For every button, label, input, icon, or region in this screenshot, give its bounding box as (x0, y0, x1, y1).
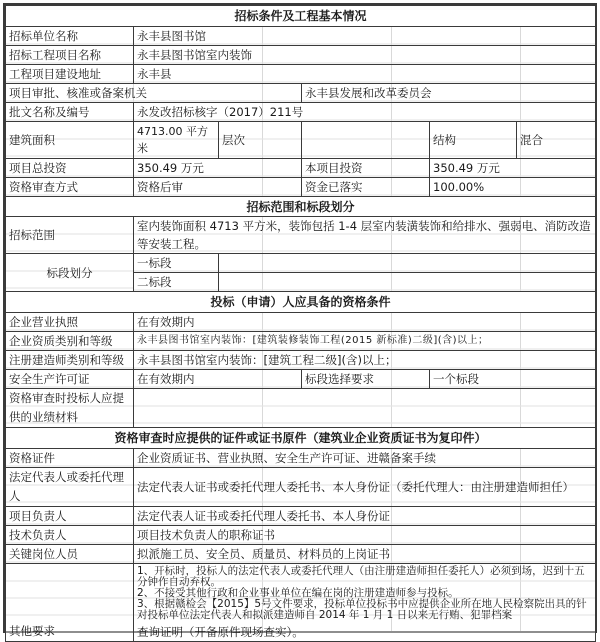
value-cert[interactable]: 企业资质证书、营业执照、安全生产许可证、进赣备案手续 (134, 449, 596, 468)
row-approval-org (6, 84, 596, 103)
row-safety (6, 370, 596, 389)
label-lots: 标段划分 (6, 254, 134, 292)
label-project-name: 招标工程项目名称 (6, 46, 134, 65)
row-builder (6, 351, 596, 370)
value-review[interactable]: 资格后审 (134, 178, 302, 197)
value-approval-doc[interactable]: 永发改招标核字（2017）211号 (134, 103, 596, 122)
label-floors: 层次 (219, 122, 302, 159)
spreadsheet (3, 3, 597, 639)
tender-info-table (5, 5, 596, 642)
section-title-qualification: 投标（申请）人应具备的资格条件 (6, 292, 596, 313)
other-line-2: 2、不接受其他行政和企业事业单位在编在岗的注册建造师参与投标。 (137, 587, 459, 599)
label-funds: 资金已落实 (302, 178, 430, 197)
row-project-name (6, 46, 596, 65)
row-grade (6, 332, 596, 351)
section-header-row (6, 292, 596, 313)
value-legal[interactable]: 法定代表人证书或委托代理人委托书、本人身份证（委托代理人：由注册建造师担任） (134, 468, 596, 507)
row-other (6, 564, 596, 642)
section-header-row (6, 197, 596, 217)
label-review: 资格审查方式 (6, 178, 134, 197)
label-grade: 企业资质类别和等级 (6, 332, 134, 351)
value-safety[interactable]: 在有效期内 (134, 370, 302, 389)
row-tenderer (6, 27, 596, 46)
label-structure: 结构 (430, 122, 517, 159)
lot-detail[interactable] (219, 254, 596, 273)
label-cert: 资格证件 (6, 449, 134, 468)
section-title-documents: 资格审查时应提供的证件或证书原件（建筑业企业资质证书为复印件） (6, 428, 596, 449)
value-this-invest[interactable]: 350.49 万元 (430, 159, 596, 178)
row-investment (6, 159, 596, 178)
label-tech: 技术负责人 (6, 526, 134, 545)
lot-item[interactable]: 一标段 (134, 254, 219, 273)
lot-item[interactable]: 二标段 (134, 273, 219, 292)
value-structure[interactable]: 混合 (517, 122, 596, 159)
row-license (6, 313, 596, 332)
label-lot-choice: 标段选择要求 (302, 370, 430, 389)
row-lot-1 (6, 254, 596, 273)
label-key: 关键岗位人员 (6, 545, 134, 564)
row-cert (6, 449, 596, 468)
row-performance (6, 389, 596, 428)
row-area (6, 122, 596, 159)
label-pm: 项目负责人 (6, 507, 134, 526)
label-scope: 招标范围 (6, 217, 134, 254)
value-grade[interactable]: 永丰县图书馆室内装饰：[建筑装修装饰工程(2015 新标准)二级](含)以上； (134, 332, 596, 351)
value-address[interactable]: 永丰县 (134, 65, 596, 84)
value-tenderer[interactable]: 永丰县图书馆 (134, 27, 596, 46)
value-performance[interactable] (134, 389, 596, 428)
value-key[interactable]: 拟派施工员、安全员、质量员、材料员的上岗证书 (134, 545, 596, 564)
value-builder[interactable]: 永丰县图书馆室内装饰：[建筑工程二级](含)以上； (134, 351, 596, 370)
value-tech[interactable]: 项目技术负责人的职称证书 (134, 526, 596, 545)
value-pm[interactable]: 法定代表人证书或委托代理人委托书、本人身份证 (134, 507, 596, 526)
row-review (6, 178, 596, 197)
value-other[interactable] (134, 564, 596, 642)
other-line-3: 3、根据赣检会【2015】5号文件要求，投标单位投标书中应提供企业所在地人民检察院出具的针对投标单位法定代表人和拟派建造师自 2014 年 1 月 1 日以来无行贿、犯罪档案 (137, 598, 587, 621)
label-this-invest: 本项目投资 (302, 159, 430, 178)
value-approval-org[interactable]: 永丰县发展和改革委员会 (302, 84, 596, 103)
value-floors[interactable] (302, 122, 430, 159)
row-key (6, 545, 596, 564)
value-funds[interactable]: 100.00% (430, 178, 596, 197)
value-total-invest[interactable]: 350.49 万元 (134, 159, 302, 178)
row-legal (6, 468, 596, 507)
label-approval-doc: 批文名称及编号 (6, 103, 134, 122)
label-approval-org: 项目审批、核准或备案机关 (6, 84, 302, 103)
value-scope[interactable]: 室内装饰面积 4713 平方米，装饰包括 1-4 层室内装潢装饰和给排水、强弱电、消防改造等安装工程。 (134, 217, 596, 254)
label-other: 其他要求 (6, 564, 134, 642)
row-tech (6, 526, 596, 545)
label-legal: 法定代表人或委托代理人 (6, 468, 134, 507)
value-lot-choice[interactable]: 一个标段 (430, 370, 596, 389)
section-title-scope: 招标范围和标段划分 (6, 197, 596, 217)
label-total-invest: 项目总投资 (6, 159, 134, 178)
label-address: 工程项目建设地址 (6, 65, 134, 84)
value-license[interactable]: 在有效期内 (134, 313, 596, 332)
row-address (6, 65, 596, 84)
other-line-4: 查询证明（开备原件现场查实）。 (137, 625, 304, 639)
label-area: 建筑面积 (6, 122, 134, 159)
section-header-row (6, 6, 596, 27)
label-safety: 安全生产许可证 (6, 370, 134, 389)
lot-detail[interactable] (219, 273, 596, 292)
section-header-row (6, 428, 596, 449)
section-title-basic: 招标条件及工程基本情况 (6, 6, 596, 27)
row-scope (6, 217, 596, 254)
label-license: 企业营业执照 (6, 313, 134, 332)
label-performance: 资格审查时投标人应提供的业绩材料 (6, 389, 134, 428)
row-pm (6, 507, 596, 526)
value-area[interactable]: 4713.00 平方米 (134, 122, 219, 159)
row-approval-doc (6, 103, 596, 122)
label-tenderer: 招标单位名称 (6, 27, 134, 46)
value-project-name[interactable]: 永丰县图书馆室内装饰 (134, 46, 596, 65)
other-line-1: 1、开标时，投标人的法定代表人或委托代理人（由注册建造师担任委托人）必须到场，迟到十五分钟作自动弃权。 (137, 565, 585, 588)
label-builder: 注册建造师类别和等级 (6, 351, 134, 370)
